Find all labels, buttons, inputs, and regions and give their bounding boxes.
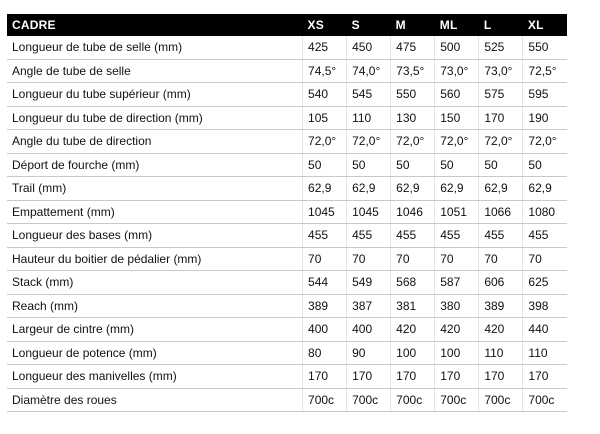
size-value: 50 [391, 153, 435, 177]
size-value: 72,0° [523, 130, 567, 154]
size-value: 62,9 [523, 177, 567, 201]
size-value: 387 [347, 294, 391, 318]
table-body [7, 36, 567, 412]
table-row [7, 341, 567, 365]
size-value: 50 [523, 153, 567, 177]
header-size: S [347, 14, 391, 36]
size-value: 625 [523, 271, 567, 295]
size-value: 110 [523, 341, 567, 365]
size-value: 455 [479, 224, 523, 248]
size-value: 400 [303, 318, 347, 342]
size-value: 550 [391, 83, 435, 107]
table-row [7, 106, 567, 130]
table-row [7, 318, 567, 342]
size-value: 1046 [391, 200, 435, 224]
size-value: 70 [479, 247, 523, 271]
size-value: 170 [479, 106, 523, 130]
row-label: Longueur du tube de direction (mm) [7, 106, 303, 130]
size-value: 400 [347, 318, 391, 342]
header-cadre: CADRE [7, 14, 303, 36]
size-value: 72,0° [435, 130, 479, 154]
row-label: Empattement (mm) [7, 200, 303, 224]
size-value: 545 [347, 83, 391, 107]
size-value: 700c [391, 388, 435, 412]
size-value: 575 [479, 83, 523, 107]
size-value: 420 [391, 318, 435, 342]
size-value: 70 [435, 247, 479, 271]
row-label: Stack (mm) [7, 271, 303, 295]
size-value: 74,0° [347, 59, 391, 83]
size-value: 540 [303, 83, 347, 107]
size-value: 475 [391, 36, 435, 59]
table-row [7, 59, 567, 83]
size-value: 587 [435, 271, 479, 295]
size-value: 381 [391, 294, 435, 318]
table-row [7, 177, 567, 201]
size-value: 700c [347, 388, 391, 412]
size-value: 50 [479, 153, 523, 177]
size-value: 170 [523, 365, 567, 389]
size-value: 190 [523, 106, 567, 130]
size-value: 455 [347, 224, 391, 248]
size-value: 150 [435, 106, 479, 130]
size-value: 90 [347, 341, 391, 365]
size-value: 568 [391, 271, 435, 295]
row-label: Angle de tube de selle [7, 59, 303, 83]
size-value: 62,9 [391, 177, 435, 201]
row-label: Hauteur du boitier de pédalier (mm) [7, 247, 303, 271]
size-value: 544 [303, 271, 347, 295]
size-value: 130 [391, 106, 435, 130]
row-label: Largeur de cintre (mm) [7, 318, 303, 342]
size-value: 105 [303, 106, 347, 130]
size-value: 1045 [303, 200, 347, 224]
size-value: 1051 [435, 200, 479, 224]
size-value: 100 [435, 341, 479, 365]
size-value: 550 [523, 36, 567, 59]
size-value: 72,5° [523, 59, 567, 83]
size-value: 50 [435, 153, 479, 177]
size-value: 1066 [479, 200, 523, 224]
table-row [7, 271, 567, 295]
table-row [7, 200, 567, 224]
row-label: Reach (mm) [7, 294, 303, 318]
size-value: 450 [347, 36, 391, 59]
header-size: XL [523, 14, 567, 36]
size-value: 700c [479, 388, 523, 412]
size-value: 110 [347, 106, 391, 130]
size-value: 110 [479, 341, 523, 365]
table-row [7, 83, 567, 107]
size-value: 73,5° [391, 59, 435, 83]
size-value: 595 [523, 83, 567, 107]
size-value: 70 [391, 247, 435, 271]
size-value: 72,0° [303, 130, 347, 154]
size-value: 700c [523, 388, 567, 412]
size-value: 389 [303, 294, 347, 318]
size-value: 700c [435, 388, 479, 412]
row-label: Angle du tube de direction [7, 130, 303, 154]
size-value: 455 [523, 224, 567, 248]
size-value: 70 [347, 247, 391, 271]
header-size: ML [435, 14, 479, 36]
size-value: 80 [303, 341, 347, 365]
size-value: 455 [435, 224, 479, 248]
row-label: Déport de fourche (mm) [7, 153, 303, 177]
size-value: 72,0° [391, 130, 435, 154]
size-value: 420 [435, 318, 479, 342]
table-row [7, 153, 567, 177]
size-value: 74,5° [303, 59, 347, 83]
row-label: Trail (mm) [7, 177, 303, 201]
table-row [7, 294, 567, 318]
size-value: 420 [479, 318, 523, 342]
size-value: 525 [479, 36, 523, 59]
size-value: 170 [479, 365, 523, 389]
row-label: Longueur des bases (mm) [7, 224, 303, 248]
size-value: 1045 [347, 200, 391, 224]
size-value: 62,9 [347, 177, 391, 201]
size-value: 170 [391, 365, 435, 389]
table-header [7, 14, 567, 36]
size-value: 440 [523, 318, 567, 342]
size-value: 455 [303, 224, 347, 248]
row-label: Longueur des manivelles (mm) [7, 365, 303, 389]
row-label: Longueur du tube supérieur (mm) [7, 83, 303, 107]
row-label: Longueur de potence (mm) [7, 341, 303, 365]
size-value: 70 [523, 247, 567, 271]
size-value: 50 [347, 153, 391, 177]
size-value: 389 [479, 294, 523, 318]
size-value: 170 [347, 365, 391, 389]
size-value: 560 [435, 83, 479, 107]
row-label: Longueur de tube de selle (mm) [7, 36, 303, 59]
size-value: 72,0° [347, 130, 391, 154]
size-value: 606 [479, 271, 523, 295]
size-value: 380 [435, 294, 479, 318]
size-value: 1080 [523, 200, 567, 224]
size-value: 170 [303, 365, 347, 389]
size-value: 72,0° [479, 130, 523, 154]
header-size: L [479, 14, 523, 36]
size-value: 700c [303, 388, 347, 412]
table-row [7, 365, 567, 389]
table-row [7, 388, 567, 412]
geometry-table [7, 14, 567, 412]
header-size: XS [303, 14, 347, 36]
size-value: 398 [523, 294, 567, 318]
row-label: Diamètre des roues [7, 388, 303, 412]
size-value: 425 [303, 36, 347, 59]
table-row [7, 247, 567, 271]
size-value: 70 [303, 247, 347, 271]
size-value: 62,9 [435, 177, 479, 201]
header-row [7, 14, 567, 36]
size-value: 500 [435, 36, 479, 59]
table-row [7, 130, 567, 154]
table-row [7, 36, 567, 59]
size-value: 455 [391, 224, 435, 248]
table-row [7, 224, 567, 248]
header-size: M [391, 14, 435, 36]
size-value: 170 [435, 365, 479, 389]
size-value: 73,0° [435, 59, 479, 83]
size-value: 62,9 [303, 177, 347, 201]
size-value: 100 [391, 341, 435, 365]
size-value: 549 [347, 271, 391, 295]
size-value: 50 [303, 153, 347, 177]
size-value: 62,9 [479, 177, 523, 201]
size-value: 73,0° [479, 59, 523, 83]
